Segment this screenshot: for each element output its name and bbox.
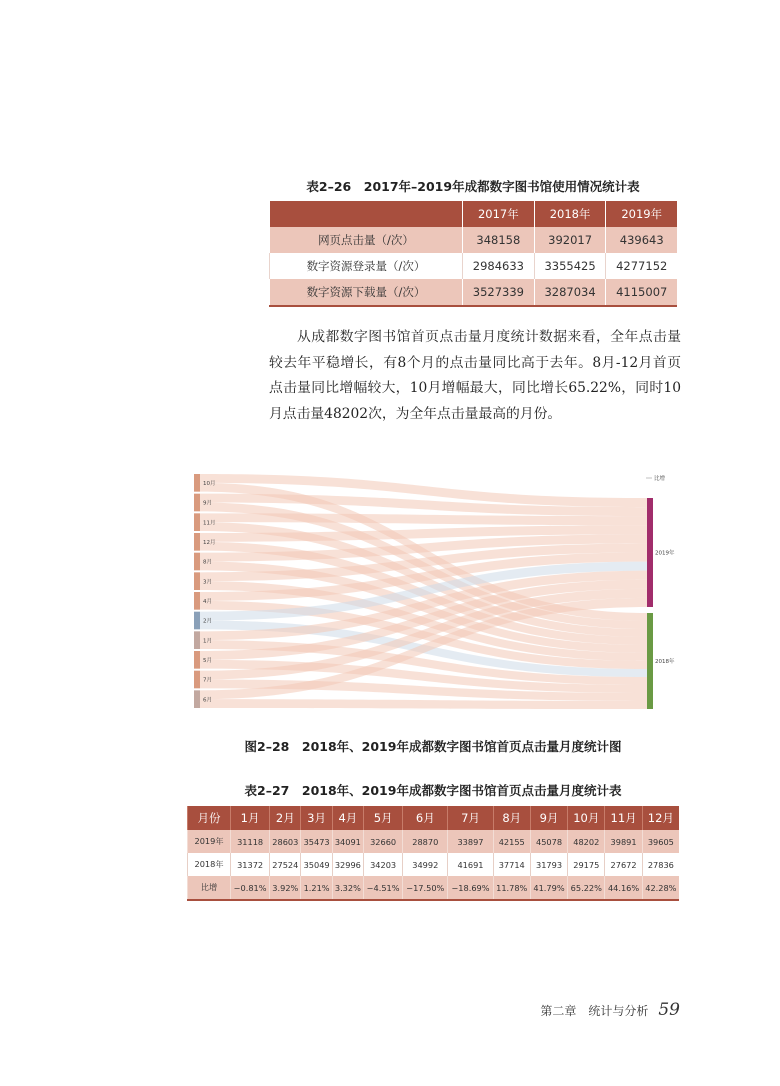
sankey-source-label: 6月: [203, 697, 212, 704]
sankey-source-node: [194, 572, 200, 590]
table-cell: 网页点击量（/次）: [270, 227, 463, 253]
sankey-source-label: 4月: [203, 599, 212, 605]
header-cell: 10月: [568, 806, 605, 830]
table-cell: −17.50%: [403, 876, 448, 900]
table-cell: 33897: [448, 830, 493, 853]
paragraph-line: 首页点击量同比增幅较大，10月增幅最大，同比增长65.22%，同: [269, 354, 681, 396]
body-paragraph: [269, 325, 681, 427]
header-cell: 2019年: [606, 201, 677, 227]
sankey-source-label: 7月: [203, 677, 212, 684]
table-cell: 48202: [568, 830, 605, 853]
paragraph-line: 从成都数字图书馆首页点击量月度统计数据来看，全年点击: [297, 329, 668, 345]
table-cell: 34203: [364, 853, 403, 876]
table-row: [188, 830, 680, 853]
sankey-chart: [190, 468, 675, 716]
table-cell: 34992: [403, 853, 448, 876]
sankey-source-label: 2月: [203, 618, 212, 625]
header-cell: 2017年: [463, 201, 535, 227]
table-cell: 27524: [270, 853, 301, 876]
sankey-source-node: [194, 474, 200, 492]
table-cell: 3355425: [534, 253, 606, 279]
header-cell: 3月: [301, 806, 332, 830]
sankey-source-node: [194, 651, 200, 669]
paragraph-line: 时10月点击量48202次，为全年点击量最高的月份。: [269, 380, 681, 422]
table-cell: 348158: [463, 227, 535, 253]
table-row: [188, 876, 680, 900]
header-cell: 1月: [231, 806, 270, 830]
table-cell: 数字资源登录量（/次）: [270, 253, 463, 279]
table-cell: 2019年: [188, 830, 231, 853]
sankey-source-node: [194, 494, 200, 512]
sankey-source-node: [194, 513, 200, 531]
table-cell: −18.69%: [448, 876, 493, 900]
sankey-flows: [200, 474, 647, 709]
table-27: [187, 806, 679, 901]
table-cell: 31118: [231, 830, 270, 853]
sankey-source-label: 9月: [203, 500, 212, 507]
sankey-source-label: 11月: [203, 520, 216, 527]
table-row: [270, 279, 678, 306]
page-footer: [540, 1000, 680, 1020]
paragraph-line: 量较去年平稳增长，有8个月的点击量同比高于去年。8月-12月: [269, 329, 681, 371]
header-cell: 6月: [403, 806, 448, 830]
table-cell: 数字资源下载量（/次）: [270, 279, 463, 306]
table-cell: −0.81%: [231, 876, 270, 900]
sankey-source-node: [194, 612, 200, 630]
table-cell: 37714: [493, 853, 530, 876]
table-cell: 29175: [568, 853, 605, 876]
chapter-label: 第二章 统计与分析: [540, 1004, 649, 1018]
table-cell: 27836: [642, 853, 679, 876]
table-cell: 32996: [332, 853, 363, 876]
sankey-source-label: 8月: [203, 559, 212, 566]
table-cell: 439643: [606, 227, 677, 253]
sankey-source-label: 1月: [203, 638, 212, 645]
table-cell: 42.28%: [642, 876, 679, 900]
table-cell: 11.78%: [493, 876, 530, 900]
header-cell: 5月: [364, 806, 403, 830]
page-number: 59: [658, 1000, 680, 1020]
sankey-target-label: 2019年: [655, 550, 675, 557]
table-cell: 35473: [301, 830, 332, 853]
header-cell: 4月: [332, 806, 363, 830]
sankey-source-label: 5月: [203, 658, 212, 664]
table-cell: 27672: [605, 853, 642, 876]
figure-28-caption: 图2–28 2018年、2019年成都数字图书馆首页点击量月度统计图: [244, 739, 622, 754]
table-cell: 1.21%: [301, 876, 332, 900]
table-row: [270, 227, 678, 253]
sankey-source-label: 10月: [203, 481, 216, 487]
sankey-source-node: [194, 690, 200, 708]
sankey-target-label: 2018年: [655, 659, 675, 665]
header-cell: [270, 201, 463, 227]
header-cell: 11月: [605, 806, 642, 830]
sankey-source-node: [194, 533, 200, 551]
sankey-source-label: 12月: [203, 540, 216, 546]
table-cell: 28870: [403, 830, 448, 853]
table-cell: 32660: [364, 830, 403, 853]
table-27-caption: 表2–27 2018年、2019年成都数字图书馆首页点击量月度统计表: [244, 783, 622, 798]
header-cell: 2018年: [534, 201, 606, 227]
table-cell: 31372: [231, 853, 270, 876]
table-cell: 3527339: [463, 279, 535, 306]
sankey-target-node: [647, 613, 653, 709]
table-cell: 65.22%: [568, 876, 605, 900]
table-cell: 31793: [530, 853, 567, 876]
table-cell: 3.32%: [332, 876, 363, 900]
sankey-source-node: [194, 553, 200, 571]
table-cell: 39891: [605, 830, 642, 853]
table-cell: −4.51%: [364, 876, 403, 900]
table-cell: 2984633: [463, 253, 535, 279]
table-26: [269, 201, 677, 307]
table-cell: 4115007: [606, 279, 677, 306]
table-cell: 41691: [448, 853, 493, 876]
table-cell: 3.92%: [270, 876, 301, 900]
sankey-source-node: [194, 671, 200, 689]
table-cell: 41.79%: [530, 876, 567, 900]
table-cell: 45078: [530, 830, 567, 853]
header-cell: 月份: [188, 806, 231, 830]
sankey-flow: [200, 699, 647, 709]
table-cell: 28603: [270, 830, 301, 853]
table-cell: 比增: [188, 876, 231, 900]
sankey-target-node: [647, 498, 653, 607]
table-cell: 4277152: [606, 253, 677, 279]
sankey-source-node: [194, 631, 200, 649]
table-row: [188, 853, 680, 876]
table-cell: 39605: [642, 830, 679, 853]
table-26-caption: 表2–26 2017年–2019年成都数字图书馆使用情况统计表: [306, 179, 640, 194]
table-row: [270, 253, 678, 279]
table-cell: 44.16%: [605, 876, 642, 900]
sankey-source-node: [194, 592, 200, 610]
table-header-row: [188, 806, 680, 830]
table-header-row: [270, 201, 678, 227]
table-cell: 392017: [534, 227, 606, 253]
header-cell: 2月: [270, 806, 301, 830]
header-cell: 8月: [493, 806, 530, 830]
table-cell: 34091: [332, 830, 363, 853]
header-cell: 9月: [530, 806, 567, 830]
sankey-source-label: 3月: [203, 579, 212, 586]
header-cell: 7月: [448, 806, 493, 830]
table-cell: 35049: [301, 853, 332, 876]
table-cell: 42155: [493, 830, 530, 853]
legend-label: 比增: [654, 476, 666, 482]
chart-legend: [646, 474, 666, 482]
table-cell: 3287034: [534, 279, 606, 306]
table-cell: 2018年: [188, 853, 231, 876]
sankey-target-nodes: [647, 498, 675, 709]
header-cell: 12月: [642, 806, 679, 830]
